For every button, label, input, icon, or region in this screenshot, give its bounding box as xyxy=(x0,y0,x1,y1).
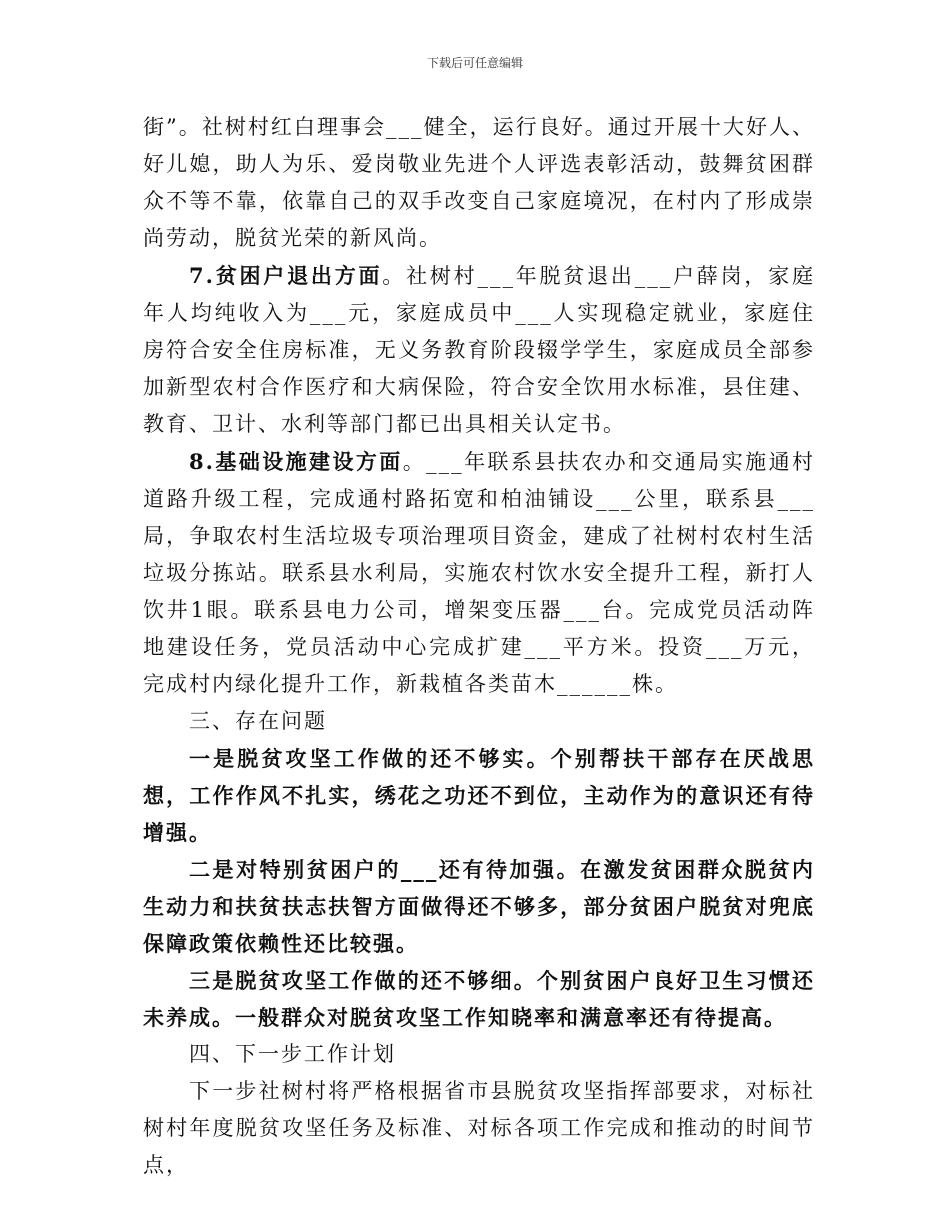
paragraph-problem-one: 一是脱贫攻坚工作做的还不够实。个别帮扶干部存在厌战思想，工作作风不扎实，绣花之功还不到位，主动作为的意识还有待增强。 xyxy=(143,746,815,845)
section-lead-infrastructure: 8.基础设施建设方面 xyxy=(189,449,403,474)
paragraph-infrastructure xyxy=(143,443,815,703)
paragraph-poverty-exit-body: 。社树村___年脱贫退出___户薛岗，家庭年人均纯收入为___元，家庭成员中___人实现稳定就业，家庭住房符合安全住房标准，无义务教育阶段辍学学生，家庭成员全部参加新型农村合作医疗和大病保险，符合安全饮用水标准，县住建、教育、卫计、水利等部门都已出具相关认定书。 xyxy=(143,264,815,436)
page-header: 下载后可任意编辑 xyxy=(426,56,523,70)
paragraph-poverty-exit xyxy=(143,257,815,443)
paragraph-next-plan: 下一步社树村将严格根据省市县脱贫攻坚指挥部要求，对标社树村年度脱贫攻坚任务及标准、对标各项工作完成和推动的时间节点， xyxy=(143,1079,815,1177)
paragraph-problem-two: 二是对特别贫困户的___还有待加强。在激发贫困群众脱贫内生动力和扶贫扶志扶智方面做得还不够多，部分贫困户脱贫对兜底保障政策依赖性还比较强。 xyxy=(143,857,815,956)
paragraph-infrastructure-body: 。___年联系县扶农办和交通局实施通村道路升级工程，完成通村路拓宽和柏油铺设___公里，联系县___局，争取农村生活垃圾专项治理项目资金，建成了社树村农村生活垃圾分拣站。联系县水利局，实施农村饮水安全提升工程，新打人饮井1眼。联系县电力公司，增架变压器___台。完成党员活动阵地建设任务，党员活动中心完成扩建___平方米。投资___万元，完成村内绿化提升工作，新栽植各类苗木______株。 xyxy=(143,450,815,696)
heading-existing-problems: 三、存在问题 xyxy=(189,709,327,733)
heading-next-plan: 四、下一步工作计划 xyxy=(189,1042,396,1066)
document-body xyxy=(143,109,815,1184)
paragraph-red-white-council: 街”。社树村红白理事会___健全，运行良好。通过开展十大好人、好儿媳，助人为乐、爱岗敬业先进个人评选表彰活动，鼓舞贫困群众不等不靠，依靠自己的双手改变自己家庭境况，在村内了形成崇尚劳动，脱贫光荣的新风尚。 xyxy=(143,115,815,250)
section-lead-poverty-exit: 7.贫困户退出方面 xyxy=(189,263,383,288)
paragraph-problem-three: 三是脱贫攻坚工作做的还不够细。个别贫困户良好卫生习惯还未养成。一般群众对脱贫攻坚工作知晓率和满意率还有待提高。 xyxy=(143,968,815,1030)
